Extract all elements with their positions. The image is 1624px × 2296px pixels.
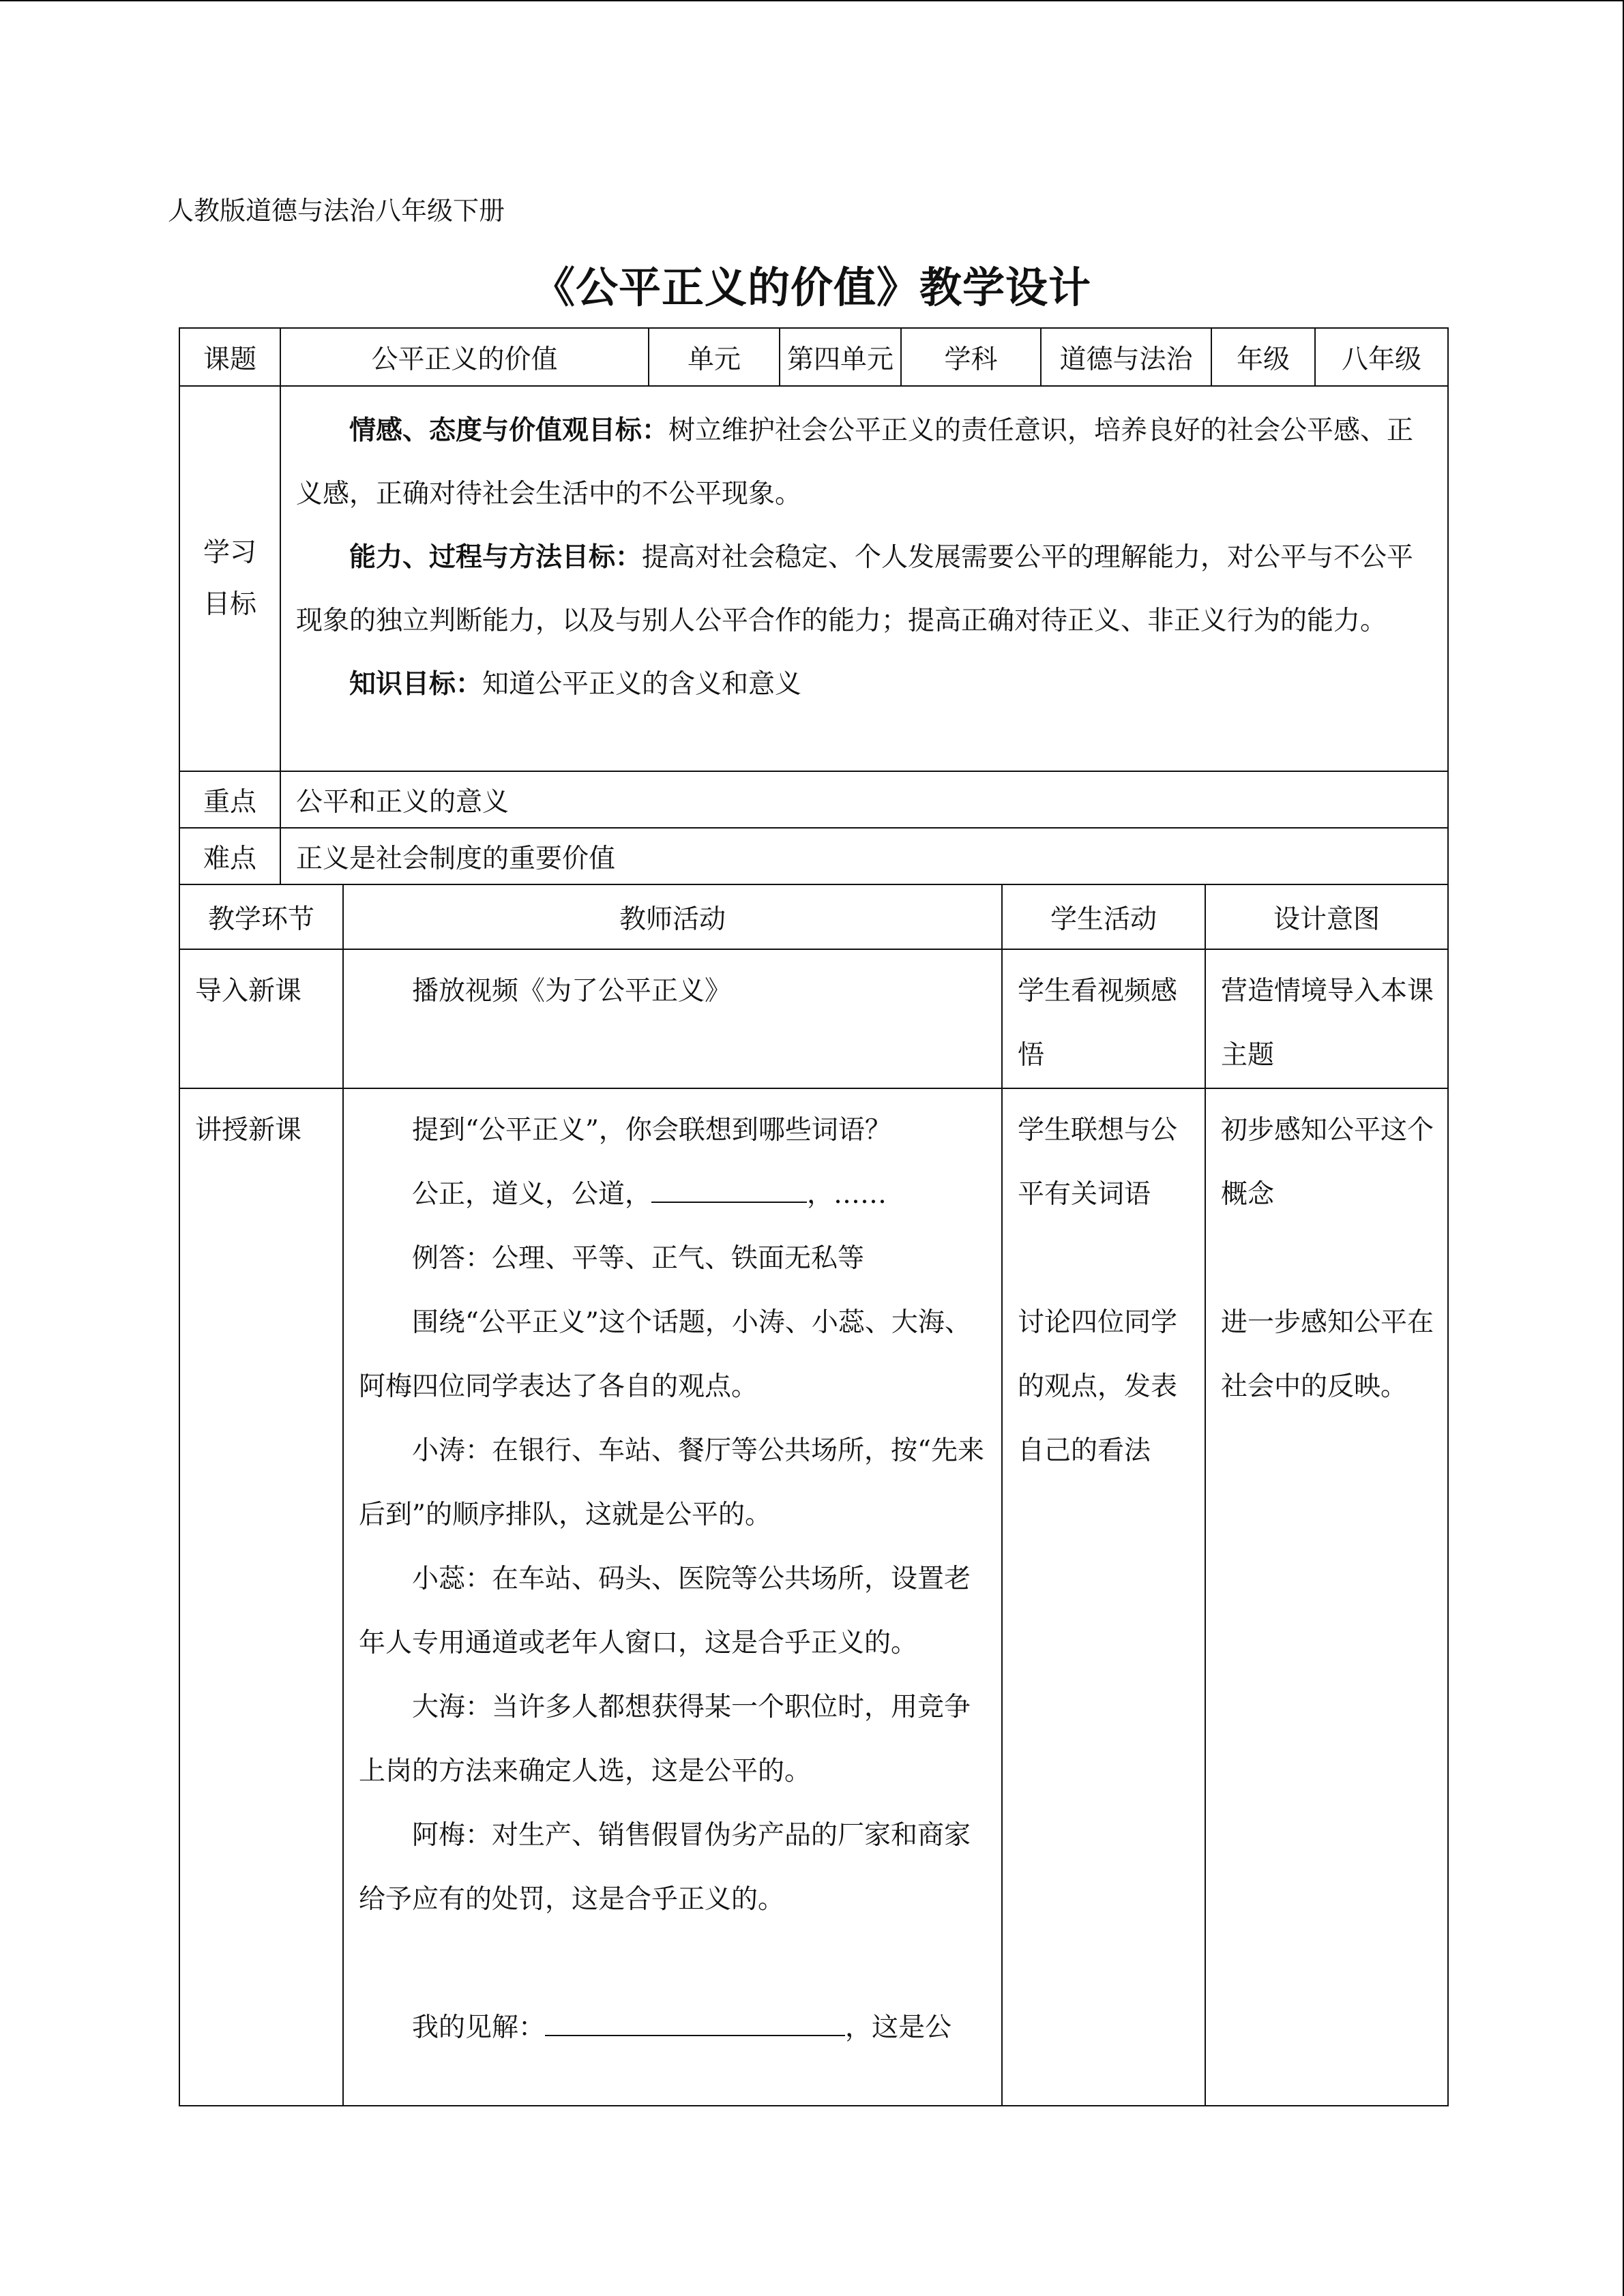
lecture-stage: 讲授新课 (179, 1088, 343, 2106)
intro-teacher: 播放视频《为了公平正义》 (412, 976, 732, 1007)
subject-value: 道德与法治 (1041, 328, 1211, 386)
header-intent: 设计意图 (1205, 884, 1448, 949)
emotion-goal (296, 399, 1428, 526)
grade-label: 年级 (1211, 328, 1315, 386)
words-prefix: 公正，道义，公道， (412, 1179, 652, 1210)
lecture-example: 例答：公理、平等、正气、铁面无私等 (412, 1243, 865, 1274)
lecture-student-cell (1002, 1088, 1205, 2106)
lecture-student-1: 学生联想与公平有关词语 (1018, 1115, 1178, 1210)
view-xiaorui: 小蕊：在车站、码头、医院等公共场所，设置老年人专用通道或老年人窗口，这是合乎正义的。 (359, 1564, 971, 1658)
page-border-top (0, 0, 1624, 1)
my-view-prefix: 我的见解： (412, 2012, 546, 2043)
ability-goal-label: 能力、过程与方法目标： (349, 541, 643, 573)
goals-label-line2: 目标 (203, 588, 256, 620)
key-point-text: 公平和正义的意义 (280, 771, 1448, 828)
my-view-suffix: ，这是公 (845, 2012, 952, 2043)
goals-label (179, 386, 280, 771)
words-suffix: ，…… (807, 1179, 887, 1210)
document-title: 《公平正义的价值》教学设计 (532, 263, 1091, 312)
emotion-goal-label: 情感、态度与价值观目标： (349, 415, 669, 446)
ability-goal-text: 提高对社会稳定、个人发展需要公平的理解能力，对公平与不公平现象的独立判断能力，以及与别人公平合作的能力；提高正确对待正义、非正义行为的能力。 (296, 542, 1414, 636)
intro-teacher-cell (343, 949, 1002, 1088)
intro-stage: 导入新课 (179, 949, 343, 1088)
my-view-blank (545, 1999, 845, 2036)
lecture-student-2: 讨论四位同学的观点，发表自己的看法 (1018, 1307, 1178, 1466)
difficulty-text: 正义是社会制度的重要价值 (280, 828, 1448, 884)
knowledge-goal-label: 知识目标： (349, 668, 483, 700)
lecture-words (359, 1163, 988, 1227)
subject-label: 学科 (901, 328, 1041, 386)
lecture-intent-cell (1205, 1088, 1448, 2106)
difficulty-label: 难点 (179, 828, 280, 884)
intro-row (179, 949, 1448, 1088)
intro-intent: 营造情境导入本课主题 (1205, 949, 1448, 1088)
emotion-goal-text: 树立维护社会公平正义的责任意识，培养良好的社会公平感、正义感，正确对待社会生活中的不公平现象。 (296, 415, 1414, 509)
topic-label: 课题 (179, 328, 280, 386)
lecture-row (179, 1088, 1448, 2106)
lesson-info-table (179, 327, 1449, 885)
view-xiaotao: 小涛：在银行、车站、餐厅等公共场所，按“先来后到”的顺序排队，这就是公平的。 (359, 1435, 984, 1530)
spacer (359, 1932, 988, 1996)
teaching-process-table (179, 884, 1449, 2106)
knowledge-goal (296, 653, 1428, 716)
spacer (1221, 1227, 1434, 1291)
unit-value: 第四单元 (780, 328, 901, 386)
header-teacher: 教师活动 (343, 884, 1002, 949)
intro-student: 学生看视频感悟 (1002, 949, 1205, 1088)
view-dahai: 大海：当许多人都想获得某一个职位时，用竞争上岗的方法来确定人选，这是公平的。 (359, 1692, 971, 1787)
lecture-question: 提到“公平正义”，你会联想到哪些词语？ (412, 1115, 891, 1146)
key-point-row (179, 771, 1448, 828)
goals-row (179, 386, 1448, 771)
words-blank (651, 1166, 807, 1203)
unit-label: 单元 (649, 328, 780, 386)
lecture-teacher-cell (343, 1088, 1002, 2106)
ability-goal (296, 526, 1428, 653)
view-amei: 阿梅：对生产、销售假冒伪劣产品的厂家和商家给予应有的处罚，这是合乎正义的。 (359, 1820, 971, 1915)
lecture-intent-2: 进一步感知公平在社会中的反映。 (1221, 1307, 1434, 1402)
my-view (359, 1996, 988, 2060)
edition-label: 人教版道德与法治八年级下册 (168, 196, 505, 226)
goals-content (280, 386, 1448, 771)
knowledge-goal-text: 知道公平正义的含义和意义 (482, 669, 802, 700)
header-student: 学生活动 (1002, 884, 1205, 949)
process-header-row (179, 884, 1448, 949)
spacer (1018, 1227, 1191, 1291)
lecture-intent-1: 初步感知公平这个概念 (1221, 1115, 1434, 1210)
info-row (179, 328, 1448, 386)
grade-value: 八年级 (1315, 328, 1448, 386)
lecture-topic: 围绕“公平正义”这个话题，小涛、小蕊、大海、阿梅四位同学表达了各自的观点。 (359, 1307, 971, 1402)
header-stage: 教学环节 (179, 884, 343, 949)
goals-label-line1: 学习 (203, 537, 256, 568)
key-point-label: 重点 (179, 771, 280, 828)
difficulty-row (179, 828, 1448, 884)
topic-value: 公平正义的价值 (280, 328, 649, 386)
